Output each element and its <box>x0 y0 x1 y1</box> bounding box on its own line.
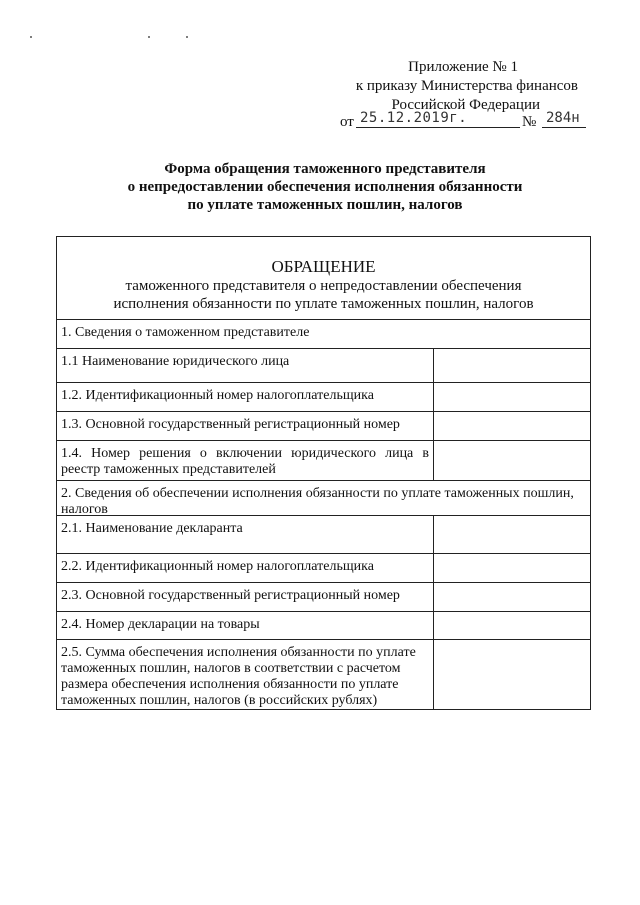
inn-field[interactable] <box>433 383 590 411</box>
row-label: 1.3. Основной государственный регистрационный номер <box>61 417 400 432</box>
order-date-line <box>340 110 590 130</box>
declarant-name-field[interactable] <box>433 516 590 553</box>
security-amount-field[interactable] <box>433 640 590 709</box>
appeal-header <box>57 237 590 320</box>
table-row <box>57 412 590 441</box>
table-row <box>57 516 590 554</box>
appendix-order: к приказу Министерства финансов <box>355 78 578 94</box>
table-row <box>57 640 590 709</box>
form-title-line: по уплате таможенных пошлин, налогов <box>187 197 463 213</box>
date-prefix: от <box>340 114 354 130</box>
section-title: 2. Сведения об обеспечении исполнения обязанности по уплате таможенных пошлин, налогов <box>61 486 574 517</box>
scan-speck <box>30 36 32 38</box>
number-prefix: № <box>522 114 537 130</box>
appeal-subtitle: таможенного представителя о непредоставлении обеспечения <box>125 278 522 294</box>
section-1-header <box>57 320 590 349</box>
form-title-line: Форма обращения таможенного представителя <box>164 161 486 177</box>
form-title-line: о непредоставлении обеспечения исполнения обязанности <box>127 179 523 195</box>
row-label: 2.5. Сумма обеспечения исполнения обязанности по уплате таможенных пошлин, налогов в соответствии с расчетом размера обеспечения исполнения обязанности по уплате таможенных пошлин, налогов (в российских рублях) <box>61 645 416 708</box>
appendix-block <box>340 58 580 115</box>
row-label: 1.2. Идентификационный номер налогоплательщика <box>61 388 374 403</box>
row-label: 2.2. Идентификационный номер налогоплательщика <box>61 559 374 574</box>
section-title: 1. Сведения о таможенном представителе <box>61 325 310 340</box>
row-label: 1.4. Номер решения о включении юридического лица в реестр таможенных представителей <box>61 446 429 477</box>
row-label: 2.4. Номер декларации на товары <box>61 617 260 632</box>
table-row <box>57 349 590 383</box>
row-label: 1.1 Наименование юридического лица <box>61 354 290 369</box>
table-row <box>57 441 590 481</box>
appendix-federation: Российской Федерации <box>391 97 540 113</box>
row-label: 2.3. Основной государственный регистрационный номер <box>61 588 400 603</box>
registry-decision-number-field[interactable] <box>433 441 590 480</box>
table-row <box>57 583 590 612</box>
declarant-ogrn-field[interactable] <box>433 583 590 611</box>
row-label: 2.1. Наименование декларанта <box>61 521 243 536</box>
scan-speck <box>148 36 150 38</box>
legal-entity-name-field[interactable] <box>433 349 590 382</box>
ogrn-field[interactable] <box>433 412 590 440</box>
order-number: 284н <box>542 110 586 128</box>
declarant-inn-field[interactable] <box>433 554 590 582</box>
scan-speck <box>186 36 188 38</box>
form-title <box>60 160 590 214</box>
table-row <box>57 383 590 412</box>
table-row <box>57 554 590 583</box>
section-2-header <box>57 481 590 516</box>
appendix-title: Приложение № 1 <box>408 59 518 75</box>
table-row <box>57 612 590 640</box>
appeal-subtitle: исполнения обязанности по уплате таможенных пошлин, налогов <box>113 296 534 312</box>
appeal-form-table <box>56 236 591 710</box>
order-date: 25.12.2019г. <box>356 110 520 128</box>
appeal-title: ОБРАЩЕНИЕ <box>271 257 376 276</box>
declaration-number-field[interactable] <box>433 612 590 639</box>
